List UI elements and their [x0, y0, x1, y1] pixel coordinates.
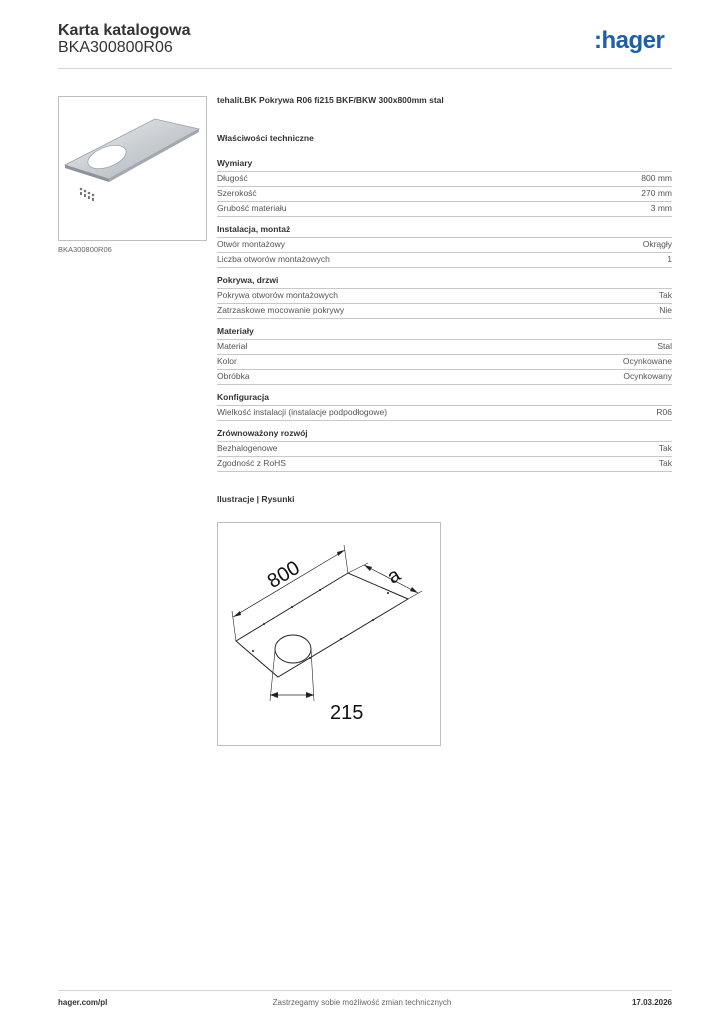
page-title: Karta katalogowa	[58, 22, 191, 39]
group-cover	[217, 274, 672, 319]
property-row	[217, 456, 672, 472]
header-divider	[58, 68, 672, 69]
group-materials	[217, 325, 672, 385]
property-value: Nie	[659, 305, 672, 315]
technical-drawing	[217, 522, 441, 746]
property-row	[217, 303, 672, 319]
property-label: Zgodność z RoHS	[217, 458, 286, 468]
property-value: 270 mm	[641, 188, 672, 198]
hole-outline	[275, 635, 311, 663]
property-value: 1	[667, 254, 672, 264]
footer-date: 17.03.2026	[631, 998, 672, 1007]
property-row	[217, 237, 672, 252]
product-image	[58, 96, 207, 241]
product-code-header: BKA300800R06	[58, 39, 173, 56]
technical-properties-title: Właściwości techniczne	[217, 133, 314, 143]
property-label: Liczba otworów montażowych	[217, 254, 330, 264]
property-row	[217, 339, 672, 354]
group-configuration	[217, 391, 672, 421]
property-label: Materiał	[217, 341, 248, 351]
group-sustainability	[217, 427, 672, 472]
group-title: Wymiary	[217, 158, 253, 168]
property-row	[217, 201, 672, 217]
property-value: Tak	[658, 290, 672, 300]
property-label: Obróbka	[217, 371, 250, 381]
group-installation	[217, 223, 672, 268]
property-row	[217, 441, 672, 456]
footer-disclaimer: Zastrzegamy sobie możliwość zmian technicznych	[272, 998, 452, 1007]
property-value: 800 mm	[641, 173, 672, 183]
property-value: R06	[656, 407, 672, 417]
property-label: Wielkość instalacji (instalacje podpodłogowe)	[217, 407, 388, 417]
property-row	[217, 171, 672, 186]
property-label: Szerokość	[217, 188, 257, 198]
property-label: Grubość materiału	[217, 203, 287, 213]
illustrations-title: Ilustracje | Rysunki	[217, 494, 295, 504]
property-label: Kolor	[217, 356, 237, 366]
footer-divider	[58, 990, 672, 991]
property-value: Ocynkowany	[623, 371, 672, 381]
property-row	[217, 405, 672, 421]
group-title: Pokrywa, drzwi	[217, 275, 279, 285]
hager-logo: :hager	[594, 27, 665, 54]
property-label: Pokrywa otworów montażowych	[217, 290, 338, 300]
product-details	[217, 95, 672, 504]
property-value: 3 mm	[650, 203, 672, 213]
property-label: Otwór montażowy	[217, 239, 286, 249]
property-value: Tak	[658, 443, 672, 453]
dimension-length-label: 800	[263, 556, 304, 593]
property-value: Okrągły	[642, 239, 672, 249]
group-title: Konfiguracja	[217, 392, 269, 402]
property-row	[217, 252, 672, 268]
property-value: Ocynkowane	[622, 356, 672, 366]
footer-website[interactable]: hager.com/pl	[58, 998, 108, 1007]
property-value: Tak	[658, 458, 672, 468]
product-image-caption: BKA300800R06	[58, 245, 112, 254]
group-title: Materiały	[217, 326, 254, 336]
property-label: Zatrzaskowe mocowanie pokrywy	[217, 305, 345, 315]
property-row	[217, 288, 672, 303]
group-dimensions	[217, 157, 672, 217]
property-value: Stal	[657, 341, 672, 351]
property-label: Bezhalogenowe	[217, 443, 278, 453]
group-title: Instalacja, montaż	[217, 224, 291, 234]
property-row	[217, 369, 672, 385]
dimension-width-label: a	[383, 563, 405, 589]
property-row	[217, 186, 672, 201]
product-name: tehalit.BK Pokrywa R06 fi215 BKF/BKW 300x800mm stal	[217, 95, 444, 105]
dimension-hole-label: 215	[330, 702, 364, 724]
property-row	[217, 354, 672, 369]
group-title: Zrównoważony rozwój	[217, 428, 308, 438]
property-label: Długość	[217, 173, 248, 183]
